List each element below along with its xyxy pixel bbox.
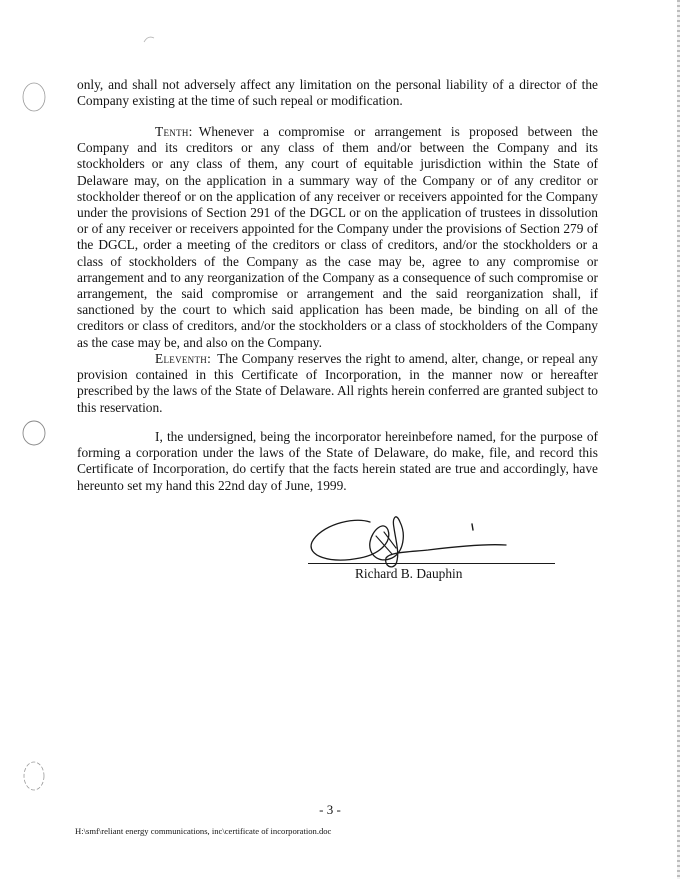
punch-hole-mark-top: [20, 80, 50, 114]
page-number: - 3 -: [319, 802, 341, 817]
paragraph-tenth-body: Whenever a compromise or arrangement is proposed between the Company and its creditors or any class of them and/or between the Company and its stockholders or any class of them, any court of equitable jurisdiction within the State of Delaware may, on the application in a summary way of the Company or of any creditor or stockholder thereof or on the application of any receiver or receivers appointed for the Company under the provisions of Section 291 of the DGCL or on the application of trustees in dissolution or of any receiver or receivers appointed for the Company under the provisions of Section 279 of the DGCL, order a meeting of the creditors or class of creditors, and/or the stockholders or a class of stockholders of the Company as the case may be, agree to any compromise or arrangement and to any reorganization of the Company as a consequence of such compromise or arrangement, the said compromise or arrangement and the said reorganization shall, if sanctioned by the court to which said application has been made, be binding on all of the creditors or class of creditors, and/or the stockholders or a class of stockholders of the Company as the case may be, and also on the Company.: [77, 124, 598, 350]
paragraph-eleventh-body: The Company reserves the right to amend, alter, change, or repeal any provision contained in this Certificate of Incorporation, in the manner now or hereafter prescribed by the laws of the State of Delaware. All rights herein conferred are granted subject to this reservation.: [77, 351, 598, 415]
signatory-name: Richard B. Dauphin: [355, 566, 463, 581]
paragraph-tenth: [77, 124, 598, 351]
punch-hole-mark-bottom: [20, 758, 50, 794]
signature-line: [308, 563, 555, 564]
scan-speck-mark: [140, 32, 160, 48]
paragraph-certification: I, the undersigned, being the incorporator hereinbefore named, for the purpose of forming a corporation under the laws of the State of Delaware, do make, file, and record this Certificate of Incorporation, do certify that the facts herein stated are true and accordingly, have hereunto set my hand this 22nd day of June, 1999.: [77, 429, 598, 493]
paragraph-eleventh: [77, 351, 598, 416]
paragraph-continuation: only, and shall not adversely affect any limitation on the personal liability of a director of the Company existing at the time of such repeal or modification.: [77, 77, 598, 109]
punch-hole-mark-middle: [20, 418, 50, 448]
article-heading-tenth: Tenth:: [155, 124, 193, 139]
article-heading-eleventh: Eleventh:: [155, 351, 212, 366]
file-path-footer: H:\smf\reliant energy communications, inc\certificate of incorporation.doc: [75, 826, 332, 836]
